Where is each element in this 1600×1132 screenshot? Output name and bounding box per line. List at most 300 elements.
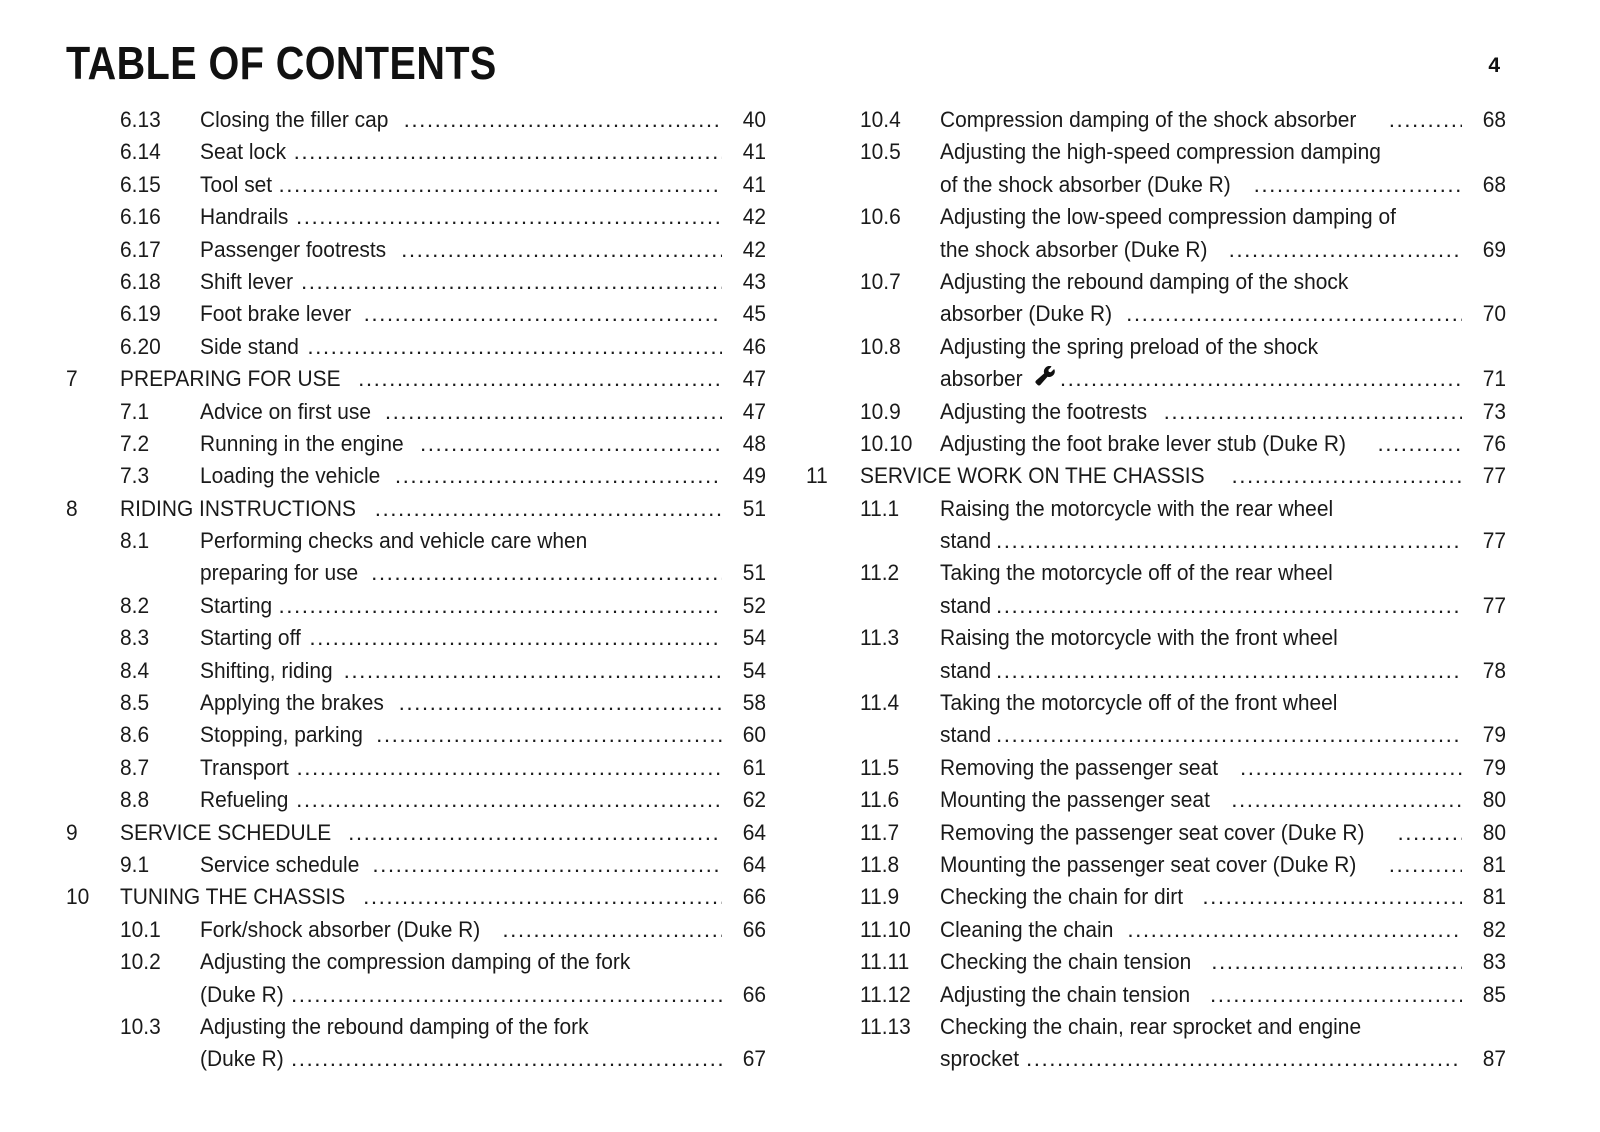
dot-leader xyxy=(1127,914,1462,946)
toc-entry-continuation-line xyxy=(806,525,1506,557)
toc-entry[interactable] xyxy=(806,784,1506,816)
page-number-folio: 4 xyxy=(1488,54,1500,77)
toc-entry-page-number: 46 xyxy=(742,333,766,359)
toc-entry-page-number: 42 xyxy=(742,204,766,230)
page-header xyxy=(0,0,1600,100)
toc-entry-line xyxy=(66,234,766,266)
toc-entry-number: 8.8 xyxy=(120,787,150,813)
dot-leader xyxy=(1397,817,1462,849)
toc-entry-line xyxy=(66,622,766,654)
toc-entry-line xyxy=(806,460,1506,492)
dot-leader xyxy=(401,234,722,266)
dot-leader xyxy=(301,266,722,298)
toc-entry-page-number: 77 xyxy=(1482,528,1506,554)
toc-entry-number: 10.1 xyxy=(120,916,161,942)
toc-entry-title: Closing the filler cap xyxy=(200,107,389,132)
toc-entry-title: Performing checks and vehicle care when xyxy=(200,528,588,554)
dot-leader xyxy=(1060,363,1462,395)
toc-entry-page-number: 67 xyxy=(742,1046,766,1072)
toc-entry-line xyxy=(806,557,1506,589)
dot-leader xyxy=(372,849,722,881)
toc-entry-line xyxy=(806,493,1506,525)
toc-entry-continuation-line xyxy=(806,234,1506,266)
toc-entry-title: Compression damping of the shock absorber xyxy=(940,107,1357,132)
toc-entry-page-number: 82 xyxy=(1482,916,1506,942)
toc-entry-title: Adjusting the chain tension xyxy=(940,981,1191,1007)
toc-entry-line xyxy=(66,298,766,330)
toc-entry-line xyxy=(66,136,766,168)
toc-entry-title: Removing the passenger seat xyxy=(940,754,1219,780)
dot-leader xyxy=(996,719,1462,751)
dot-leader xyxy=(1232,460,1463,492)
toc-entry-line xyxy=(806,687,1506,719)
toc-entry-page-number: 85 xyxy=(1482,981,1506,1007)
toc-entry-number: 7.2 xyxy=(120,430,150,456)
toc-entry-number: 8 xyxy=(66,495,78,521)
toc-entry-number: 10.2 xyxy=(120,949,161,975)
toc-entry-title: Adjusting the spring preload of the shock xyxy=(940,333,1319,359)
dot-leader xyxy=(279,590,722,622)
toc-entry-line xyxy=(806,946,1506,978)
toc-entry-number: 11 xyxy=(806,463,828,489)
toc-entry-title: (Duke R) xyxy=(200,981,284,1007)
toc-entry[interactable] xyxy=(806,1011,1506,1076)
toc-entry-line xyxy=(66,655,766,687)
toc-entry-number: 8.1 xyxy=(120,528,150,554)
toc-entry-number: 10.9 xyxy=(860,398,901,424)
toc-entry-page-number: 79 xyxy=(1482,722,1506,748)
toc-entry[interactable] xyxy=(66,946,766,1011)
toc-entry-page-number: 64 xyxy=(742,819,766,845)
toc-entry-title: preparing for use xyxy=(200,560,359,586)
toc-entry-page-number: 64 xyxy=(742,851,766,877)
toc-entry-line xyxy=(66,752,766,784)
toc-entry-line xyxy=(66,493,766,525)
toc-entry[interactable] xyxy=(66,428,766,460)
toc-entry-title: Stopping, parking xyxy=(200,722,363,748)
toc-entry-line xyxy=(66,784,766,816)
toc-entry-number: 11.1 xyxy=(860,495,900,521)
toc-entry-line xyxy=(806,396,1506,428)
toc-entry-line xyxy=(66,363,766,395)
toc-entry-page-number: 66 xyxy=(742,884,766,910)
dot-leader xyxy=(1210,979,1462,1011)
toc-entry-number: 11.13 xyxy=(860,1013,911,1039)
toc-entry-number: 10.10 xyxy=(860,430,913,456)
toc-entry-title: Starting off xyxy=(200,625,301,651)
toc-entry-page-number: 81 xyxy=(1482,851,1506,877)
toc-entry[interactable] xyxy=(66,881,766,913)
toc-entry-number: 8.3 xyxy=(120,625,150,651)
toc-entry-line xyxy=(66,266,766,298)
toc-entry-page-number: 62 xyxy=(742,787,766,813)
toc-entry-number: 6.20 xyxy=(120,333,161,359)
toc-entry[interactable] xyxy=(66,201,766,233)
dot-leader xyxy=(395,460,722,492)
dot-leader xyxy=(1389,849,1462,881)
toc-entry-title: of the shock absorber (Duke R) xyxy=(940,171,1231,197)
toc-entry-number: 11.8 xyxy=(860,851,900,877)
toc-entry-continuation-line xyxy=(806,1043,1506,1075)
toc-entry-number: 7 xyxy=(66,366,78,392)
toc-entry-page-number: 70 xyxy=(1482,301,1506,327)
toc-entry-title: Adjusting the compression damping of the fork xyxy=(200,949,631,975)
toc-entry[interactable] xyxy=(66,104,766,136)
toc-entry-line xyxy=(806,201,1506,233)
toc-entry-line xyxy=(66,849,766,881)
toc-entry-title: stand xyxy=(940,528,992,554)
toc-entry-page-number: 77 xyxy=(1482,592,1506,618)
toc-entry[interactable] xyxy=(66,525,766,590)
toc-entry-continuation-line xyxy=(66,979,766,1011)
toc-entry-line xyxy=(806,622,1506,654)
dot-leader xyxy=(358,363,722,395)
dot-leader xyxy=(399,687,722,719)
toc-entry-title: SERVICE WORK ON THE CHASSIS xyxy=(860,463,1205,489)
toc-entry[interactable] xyxy=(806,817,1506,849)
toc-entry-continuation-line xyxy=(806,655,1506,687)
dot-leader xyxy=(294,136,722,168)
toc-entry-number: 11.2 xyxy=(860,560,900,586)
toc-entry[interactable] xyxy=(806,428,1506,460)
dot-leader xyxy=(996,655,1462,687)
dot-leader xyxy=(309,622,722,654)
toc-entry-number: 11.11 xyxy=(860,949,910,975)
toc-entry-page-number: 76 xyxy=(1482,430,1506,456)
toc-entry-title: Adjusting the low-speed compression damping of xyxy=(940,204,1396,230)
toc-entry-number: 7.1 xyxy=(120,398,150,424)
toc-entry-number: 6.13 xyxy=(120,107,161,132)
toc-entry-line xyxy=(806,331,1506,363)
toc-entry-number: 10.6 xyxy=(860,204,901,230)
toc-entry-number: 6.17 xyxy=(120,236,161,262)
toc-entry[interactable] xyxy=(806,752,1506,784)
dot-leader xyxy=(291,1043,722,1075)
toc-entry-page-number: 61 xyxy=(742,754,766,780)
toc-entry-page-number: 66 xyxy=(742,916,766,942)
toc-entry-number: 6.14 xyxy=(120,139,161,165)
dot-leader xyxy=(1229,234,1462,266)
toc-entry-line xyxy=(806,752,1506,784)
toc-entry-page-number: 87 xyxy=(1482,1046,1506,1072)
toc-entry-number: 10.5 xyxy=(860,139,901,165)
toc-entry-title: Adjusting the rebound damping of the fork xyxy=(200,1013,589,1039)
dot-leader xyxy=(307,331,722,363)
toc-entry-line xyxy=(806,881,1506,913)
toc-entry-continuation-line xyxy=(806,169,1506,201)
toc-entry-title: Tool set xyxy=(200,171,273,197)
toc-entry-number: 9.1 xyxy=(120,851,150,877)
toc-entry-number: 6.18 xyxy=(120,268,161,294)
toc-entry[interactable] xyxy=(806,622,1506,687)
toc-entry-page-number: 52 xyxy=(742,592,766,618)
toc-entry-number: 6.19 xyxy=(120,301,161,327)
toc-entry-title: Raising the motorcycle with the front wheel xyxy=(940,625,1338,651)
toc-entry-title: Running in the engine xyxy=(200,430,404,456)
toc-entry-title: Taking the motorcycle off of the rear wheel xyxy=(940,560,1333,586)
toc-entry-title: (Duke R) xyxy=(200,1046,284,1072)
dot-leader xyxy=(1377,428,1462,460)
toc-entry-page-number: 51 xyxy=(742,495,766,521)
toc-entry-page-number: 41 xyxy=(742,171,766,197)
toc-entry-page-number: 54 xyxy=(742,657,766,683)
toc-entry-page-number: 66 xyxy=(742,981,766,1007)
toc-entry-number: 11.12 xyxy=(860,981,911,1007)
toc-entry-title: Refueling xyxy=(200,787,289,813)
toc-entry-title: Shift lever xyxy=(200,268,294,294)
toc-entry-page-number: 48 xyxy=(742,430,766,456)
toc-entry[interactable] xyxy=(806,881,1506,913)
toc-entry[interactable] xyxy=(66,719,766,751)
dot-leader xyxy=(296,201,722,233)
toc-entry-line xyxy=(806,817,1506,849)
toc-entry-number: 11.5 xyxy=(860,754,900,780)
toc-entry-page-number: 60 xyxy=(742,722,766,748)
toc-entry[interactable] xyxy=(806,331,1506,396)
toc-entry-title: Taking the motorcycle off of the front wheel xyxy=(940,690,1338,716)
toc-entry-number: 7.3 xyxy=(120,463,150,489)
toc-entry-title: Fork/shock absorber (Duke R) xyxy=(200,916,481,942)
toc-entry-number: 11.10 xyxy=(860,916,911,942)
dot-leader xyxy=(385,396,722,428)
toc-entry-number: 6.16 xyxy=(120,204,161,230)
toc-entry[interactable] xyxy=(66,396,766,428)
toc-entry[interactable] xyxy=(66,136,766,168)
toc-entry-number: 8.2 xyxy=(120,592,150,618)
toc-entry[interactable] xyxy=(806,979,1506,1011)
toc-entry[interactable] xyxy=(66,752,766,784)
toc-entry-title: Checking the chain, rear sprocket and engine xyxy=(940,1013,1362,1039)
toc-entry-title: absorber xyxy=(940,366,1023,392)
toc-entry-line xyxy=(66,817,766,849)
toc-entry-title: Cleaning the chain xyxy=(940,916,1114,942)
toc-entry-number: 8.5 xyxy=(120,690,150,716)
toc-entry-page-number: 47 xyxy=(742,366,766,392)
toc-entry-page-number: 40 xyxy=(742,107,766,132)
toc-entry[interactable] xyxy=(66,914,766,946)
dot-leader xyxy=(1389,104,1462,136)
toc-entry-number: 8.6 xyxy=(120,722,150,748)
toc-entry-line xyxy=(806,979,1506,1011)
toc-entry-title: Checking the chain tension xyxy=(940,949,1192,975)
toc-entry-title: Service schedule xyxy=(200,851,360,877)
toc-entry-continuation-line xyxy=(66,557,766,589)
toc-entry[interactable] xyxy=(806,266,1506,331)
dot-leader xyxy=(296,784,722,816)
toc-entry-continuation-line xyxy=(66,1043,766,1075)
toc-entry[interactable] xyxy=(66,169,766,201)
toc-entry-page-number: 71 xyxy=(1482,366,1506,392)
toc-entry-continuation-line xyxy=(806,590,1506,622)
dot-leader xyxy=(1240,752,1462,784)
toc-entry-title: Advice on first use xyxy=(200,398,371,424)
toc-entry-number: 6.15 xyxy=(120,171,161,197)
toc-entry-line xyxy=(806,1011,1506,1043)
toc-entry[interactable] xyxy=(66,622,766,654)
toc-entry-number: 11.3 xyxy=(860,625,900,651)
page-title: TABLE OF CONTENTS xyxy=(66,37,497,89)
toc-entry-title: Mounting the passenger seat xyxy=(940,787,1210,813)
toc-entry[interactable] xyxy=(806,914,1506,946)
toc-entry-page-number: 51 xyxy=(742,560,766,586)
dot-leader xyxy=(996,590,1462,622)
toc-entry-line xyxy=(806,136,1506,168)
toc-entry-number: 11.7 xyxy=(860,819,900,845)
toc-entry[interactable] xyxy=(66,363,766,395)
toc-entry-line xyxy=(66,914,766,946)
toc-entry-number: 11.4 xyxy=(860,690,900,716)
toc-entry-title: Adjusting the high-speed compression damping xyxy=(940,139,1381,165)
toc-entry-page-number: 49 xyxy=(742,463,766,489)
dot-leader xyxy=(1211,946,1462,978)
dot-leader xyxy=(296,752,722,784)
toc-entry-page-number: 73 xyxy=(1482,398,1506,424)
toc-entry-continuation-line xyxy=(806,298,1506,330)
toc-entry-title: Starting xyxy=(200,592,273,618)
dot-leader xyxy=(375,493,722,525)
toc-entry[interactable] xyxy=(66,590,766,622)
toc-entry-title: stand xyxy=(940,592,992,618)
toc-entry-page-number: 80 xyxy=(1482,787,1506,813)
toc-entry-title: Adjusting the rebound damping of the shock xyxy=(940,268,1349,294)
toc-entry-number: 11.9 xyxy=(860,884,900,910)
toc-entry-page-number: 54 xyxy=(742,625,766,651)
toc-entry-number: 10.8 xyxy=(860,333,901,359)
toc-entry[interactable] xyxy=(806,396,1506,428)
toc-entry[interactable] xyxy=(66,266,766,298)
toc-entry-line xyxy=(806,914,1506,946)
toc-entry[interactable] xyxy=(806,201,1506,266)
toc-entry-page-number: 68 xyxy=(1482,107,1506,132)
toc-entry-title: Seat lock xyxy=(200,139,287,165)
dot-leader xyxy=(279,169,722,201)
toc-entry-title: stand xyxy=(940,657,992,683)
toc-entry-title: Transport xyxy=(200,754,289,780)
toc-entry[interactable] xyxy=(66,817,766,849)
toc-entry[interactable] xyxy=(806,849,1506,881)
dot-leader xyxy=(1164,396,1462,428)
toc-column-right xyxy=(806,104,1506,1076)
dot-leader xyxy=(502,914,722,946)
toc-entry-line xyxy=(66,331,766,363)
toc-entry-title: TUNING THE CHASSIS xyxy=(120,884,346,910)
toc-entry[interactable] xyxy=(66,234,766,266)
toc-entry-page-number: 69 xyxy=(1482,236,1506,262)
toc-entry[interactable] xyxy=(66,460,766,492)
toc-entry-page-number: 43 xyxy=(742,268,766,294)
toc-entry-title: Removing the passenger seat cover (Duke R) xyxy=(940,819,1365,845)
toc-entry-title: Passenger footrests xyxy=(200,236,387,262)
toc-entry-number: 9 xyxy=(66,819,78,845)
toc-entry-title: absorber (Duke R) xyxy=(940,301,1113,327)
toc-entry-title: Raising the motorcycle with the rear wheel xyxy=(940,495,1334,521)
toc-entry-title: Foot brake lever xyxy=(200,301,352,327)
toc-entry-page-number: 42 xyxy=(742,236,766,262)
dot-leader xyxy=(363,881,722,913)
toc-entry[interactable] xyxy=(66,331,766,363)
toc-entry-title: Adjusting the footrests xyxy=(940,398,1148,424)
toc-entry-continuation-line xyxy=(806,363,1506,395)
toc-entry[interactable] xyxy=(66,298,766,330)
toc-entry[interactable] xyxy=(66,784,766,816)
toc-entry[interactable] xyxy=(66,1011,766,1076)
dot-leader xyxy=(996,525,1462,557)
toc-entry-title: Shifting, riding xyxy=(200,657,333,683)
toc-entry-line xyxy=(66,719,766,751)
toc-entry-title: Mounting the passenger seat cover (Duke R) xyxy=(940,851,1357,877)
toc-entry-line xyxy=(66,169,766,201)
toc-entry[interactable] xyxy=(66,849,766,881)
toc-entry-line xyxy=(806,428,1506,460)
toc-entry-title: RIDING INSTRUCTIONS xyxy=(120,495,357,521)
toc-entry-line xyxy=(806,784,1506,816)
toc-entry-page-number: 68 xyxy=(1482,171,1506,197)
toc-entry-line xyxy=(66,201,766,233)
toc-entry-number: 8.4 xyxy=(120,657,150,683)
toc-entry-number: 10.3 xyxy=(120,1013,161,1039)
toc-entry[interactable] xyxy=(66,687,766,719)
dot-leader xyxy=(1126,298,1462,330)
dot-leader xyxy=(348,817,722,849)
toc-entry[interactable] xyxy=(806,946,1506,978)
toc-entry-number: 10.7 xyxy=(860,268,901,294)
toc-entry-page-number: 45 xyxy=(742,301,766,327)
toc-entry[interactable] xyxy=(806,136,1506,201)
toc-entry[interactable] xyxy=(66,655,766,687)
toc-entry[interactable] xyxy=(806,557,1506,622)
toc-entry[interactable] xyxy=(806,687,1506,752)
toc-column-left xyxy=(66,104,766,1076)
dot-leader xyxy=(291,979,722,1011)
toc-entry-title: the shock absorber (Duke R) xyxy=(940,236,1208,262)
toc-entry-title: Adjusting the foot brake lever stub (Duke R) xyxy=(940,430,1346,456)
toc-entry-page-number: 41 xyxy=(742,139,766,165)
dot-leader xyxy=(344,655,722,687)
toc-entry-line xyxy=(66,104,766,136)
toc-entry-page-number: 80 xyxy=(1482,819,1506,845)
toc-entry-continuation-line xyxy=(806,719,1506,751)
toc-entry[interactable] xyxy=(66,493,766,525)
toc-entry[interactable] xyxy=(806,493,1506,558)
toc-entry-line xyxy=(66,590,766,622)
toc-entry-number: 10 xyxy=(66,884,90,910)
toc-entry-line xyxy=(66,428,766,460)
toc-entry-number: 11.6 xyxy=(860,787,900,813)
toc-entry-title: stand xyxy=(940,722,992,748)
toc-entry-line xyxy=(66,946,766,978)
toc-entry-title: Side stand xyxy=(200,333,299,359)
toc-entry-title: Applying the brakes xyxy=(200,690,384,716)
toc-entry-title: Loading the vehicle xyxy=(200,463,381,489)
toc-entry-page-number: 58 xyxy=(742,690,766,716)
dot-leader xyxy=(420,428,722,460)
toc-entry-number: 8.7 xyxy=(120,754,150,780)
toc-entry[interactable] xyxy=(806,104,1506,136)
toc-entry-line xyxy=(66,460,766,492)
toc-entry[interactable] xyxy=(806,460,1506,492)
toc-entry-line xyxy=(806,849,1506,881)
dot-leader xyxy=(371,557,722,589)
dot-leader xyxy=(1231,784,1462,816)
wrench-icon xyxy=(1035,366,1057,386)
dot-leader xyxy=(376,719,722,751)
toc-entry-line xyxy=(66,881,766,913)
dot-leader xyxy=(404,104,722,136)
toc-entry-page-number: 79 xyxy=(1482,754,1506,780)
toc-entry-title: Checking the chain for dirt xyxy=(940,884,1184,910)
dot-leader xyxy=(1026,1043,1462,1075)
toc-entry-line xyxy=(66,687,766,719)
